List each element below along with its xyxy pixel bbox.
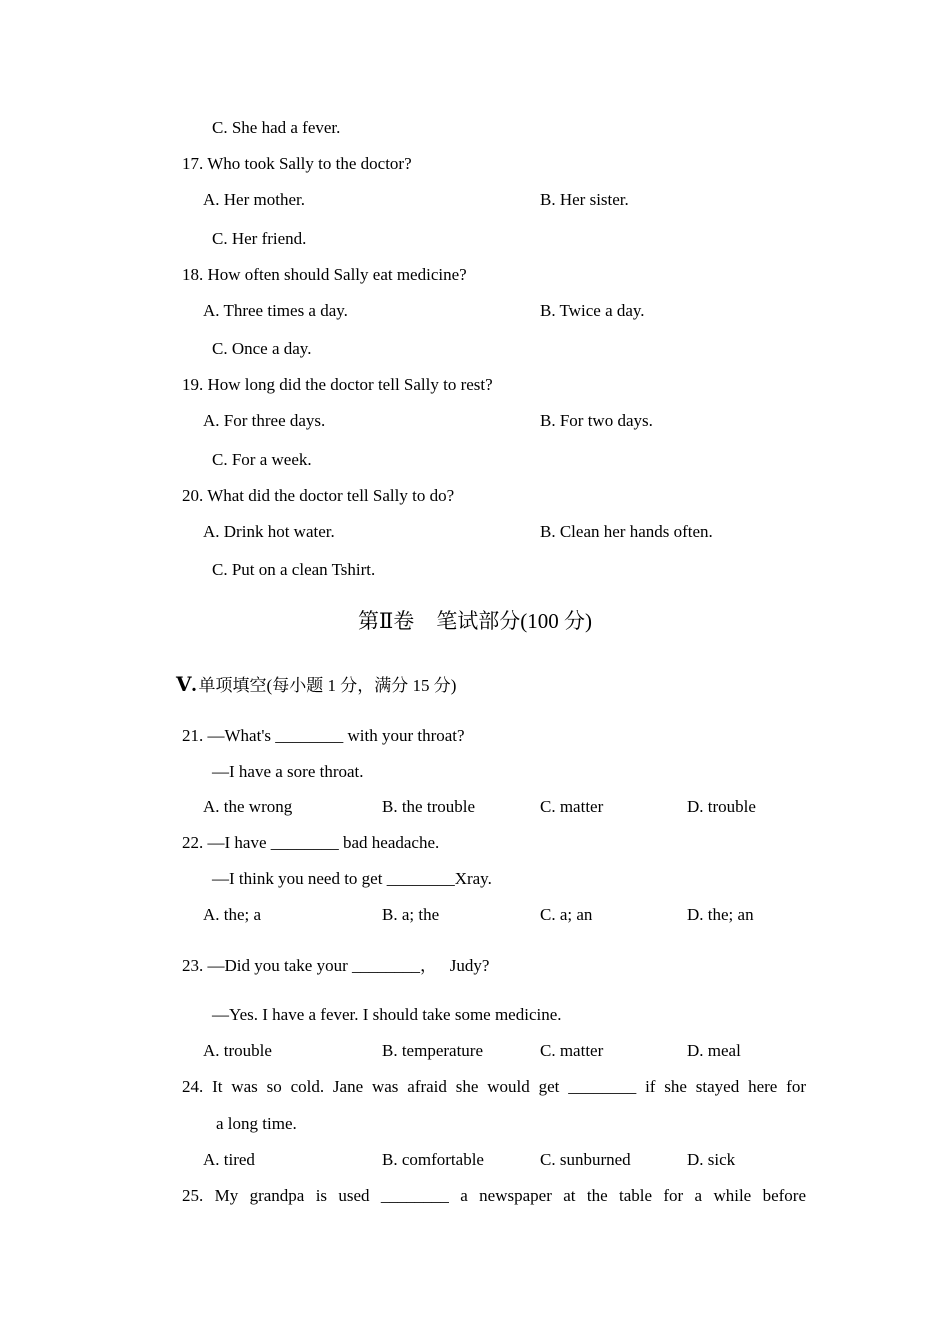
section5-roman: Ⅴ. [176, 674, 197, 696]
q21-line2: —I have a sore throat. [212, 762, 364, 781]
q24-option-c: C. sunburned [540, 1150, 631, 1169]
q23-line1: 23. —Did you take your ________， Judy? [182, 956, 490, 975]
q19-option-a: A. For three days. [203, 411, 326, 430]
q24-line1: 24. It was so cold. Jane was afraid she would get ________ if she stayed here for [182, 1077, 806, 1096]
q20-option-b: B. Clean her hands often. [540, 522, 713, 541]
q23-option-b: B. temperature [382, 1041, 484, 1060]
q21-option-a: A. the wrong [203, 797, 293, 816]
q19-option-c: C. For a week. [212, 450, 312, 469]
q21-line1: 21. —What's ________ with your throat? [182, 726, 465, 745]
q19-option-b: B. For two days. [540, 411, 653, 430]
q17-option-a: A. Her mother. [203, 190, 305, 209]
q21-option-b: B. the trouble [382, 797, 476, 816]
q20-question: 20. What did the doctor tell Sally to do? [182, 486, 455, 505]
q17-option-c: C. Her friend. [212, 229, 307, 248]
part2-title-left: 第Ⅱ卷 [357, 609, 415, 633]
q18-question: 18. How often should Sally eat medicine? [182, 265, 467, 284]
q18-option-a: A. Three times a day. [203, 301, 348, 320]
q23-option-d: D. meal [687, 1041, 741, 1060]
part2-heading [0, 608, 950, 634]
q16-option-c: C. She had a fever. [212, 118, 341, 137]
q19-question: 19. How long did the doctor tell Sally to rest? [182, 375, 493, 394]
q25-line1: 25. My grandpa is used ________ a newspaper at the table for a while before [182, 1186, 806, 1205]
q23-option-c: C. matter [540, 1041, 604, 1060]
q23-line2: —Yes. I have a fever. I should take some medicine. [212, 1005, 562, 1024]
q24-line2: a long time. [216, 1114, 297, 1133]
q22-line2: —I think you need to get ________Xray. [212, 869, 492, 888]
q18-option-c: C. Once a day. [212, 339, 312, 358]
section5-heading [176, 675, 456, 696]
q22-option-c: C. a; an [540, 905, 593, 924]
part2-title-right: 笔试部分(100 分) [436, 609, 593, 633]
q21-option-c: C. matter [540, 797, 604, 816]
q20-option-c: C. Put on a clean Tshirt. [212, 560, 376, 579]
q24-option-b: B. comfortable [382, 1150, 484, 1169]
q22-option-b: B. a; the [382, 905, 440, 924]
q18-option-b: B. Twice a day. [540, 301, 645, 320]
q22-option-a: A. the; a [203, 905, 262, 924]
section5-title: 单项填空(每小题 1 分，满分 15 分) [198, 676, 457, 695]
q20-option-a: A. Drink hot water. [203, 522, 335, 541]
q24-option-d: D. sick [687, 1150, 736, 1169]
q17-question: 17. Who took Sally to the doctor? [182, 154, 412, 173]
q21-option-d: D. trouble [687, 797, 756, 816]
q22-option-d: D. the; an [687, 905, 754, 924]
q17-option-b: B. Her sister. [540, 190, 629, 209]
q24-option-a: A. tired [203, 1150, 255, 1169]
q22-line1: 22. —I have ________ bad headache. [182, 833, 440, 852]
q23-option-a: A. trouble [203, 1041, 272, 1060]
